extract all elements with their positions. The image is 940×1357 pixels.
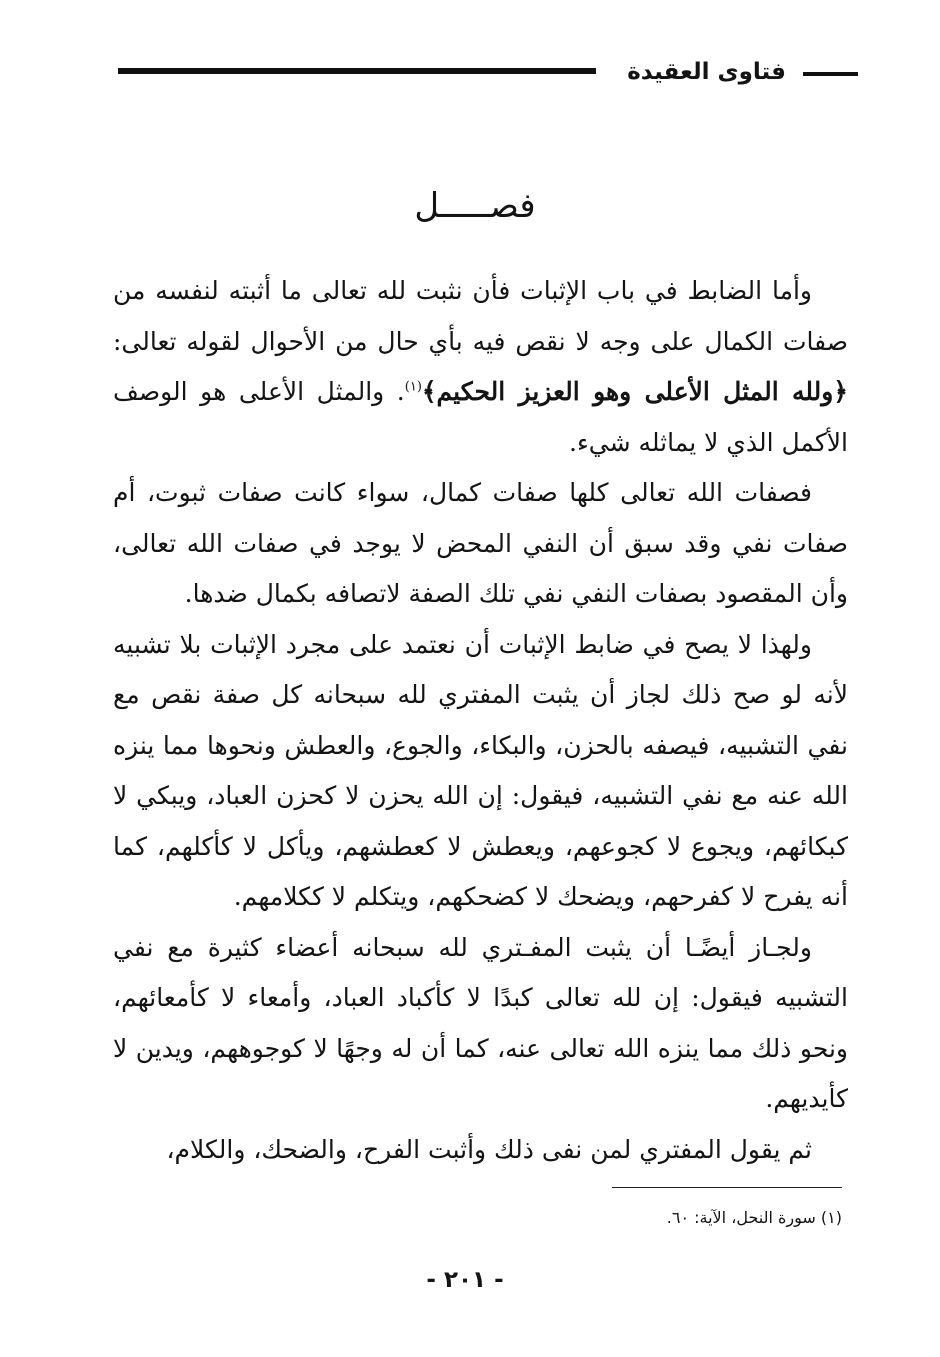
quran-verse: ﴿ولله المثل الأعلى وهو العزيز الحكيم﴾ (421, 377, 848, 406)
page-header (118, 52, 858, 96)
paragraph-3: ولهذا لا يصح في ضابط الإثبات أن نعتمد على مجرد الإثبات بلا تشبيه لأنه لو صح ذلك لجاز أن يثبت المفتري لله سبحانه كل صفة نقص مع نفي التشبيه، فيصفه بالحزن، والبكاء، والجوع، والعطش ونحوها مما ينزه الله عنه مع نفي التشبيه، فيقول: إن الله يحزن لا كحزن العباد، ويبكي لا كبكائهم، ويجوع لا كجوعهم، ويعطش لا كعطشهم، ويأكل لا كأكلهم، كما أنه يفرح لا كفرحهم، ويضحك لا كضحكهم، ويتكلم لا ككلامهم. (113, 629, 848, 911)
paragraph-1-text-before: وأما الضابط في باب الإثبات فأن نثبت لله تعالى ما أثبته لنفسه من صفات الكمال على وجه لا نقص فيه بأي حال من الأحوال لقوله تعالى: (113, 276, 848, 356)
section-heading: فصـــــل (414, 186, 536, 226)
paragraph-2: فصفات الله تعالى كلها صفات كمال، سواء كانت صفات ثبوت، أم صفات نفي وقد سبق أن النفي المحض لا يوجد في صفات الله تعالى، وأن المقصود بصفات النفي نفي تلك الصفة لاتصافه بكمال ضدها. (113, 478, 848, 608)
running-title: فتاوى العقيدة (627, 59, 786, 85)
header-rule-short (803, 72, 858, 76)
body-text (113, 266, 848, 1175)
footnote: (١) سورة النحل، الآية: ٦٠. (666, 1208, 842, 1227)
header-rule-long (118, 68, 596, 74)
paragraph-5: ثم يقول المفتري لمن نفى ذلك وأثبت الفرح، والضحك، والكلام، (166, 1134, 812, 1164)
page-number: - ٢٠١ - (426, 1267, 504, 1293)
paragraph-4: ولجـاز أيضًـا أن يثبت المفـتري لله سبحانه أعضاء كثيرة مع نفي التشبيه فيقول: إن لله تعالى كبدًا لا كأكباد العباد، وأمعاء لا كأمعائهم، ونحو ذلك مما ينزه الله تعالى عنه، كما أن له وجهًا لا كوجوههم، ويدين لا كأيديهم. (113, 932, 848, 1113)
paragraph-1 (113, 266, 848, 468)
paragraph-1-text-after: . والمثل الأعلى هو الوصف الأكمل الذي لا يماثله شيء. (113, 377, 848, 457)
footnote-divider (612, 1187, 842, 1188)
footnote-reference[interactable]: (١) (404, 379, 422, 395)
